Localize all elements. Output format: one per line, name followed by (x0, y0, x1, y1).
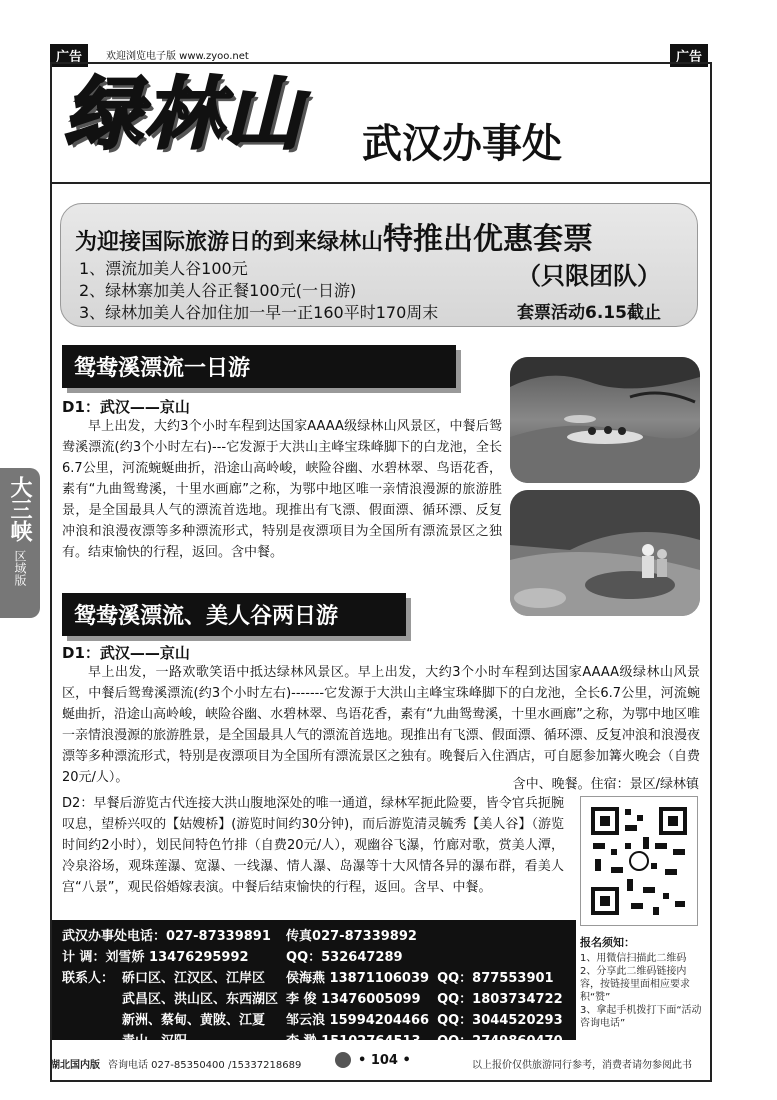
contact-qq: QQ：877553901 (437, 971, 554, 986)
promo-title-big: 特推出优惠套票 (383, 222, 594, 257)
region-side-tab (0, 468, 40, 618)
brand-name: 绿林山 (64, 69, 305, 160)
qr-code-graphic (581, 797, 697, 925)
contact-name-phone[interactable]: 李 俊 13476005099 (286, 992, 421, 1007)
beauty-valley-photo-graphic (510, 490, 700, 616)
ad-label-left: 广告 (50, 44, 88, 67)
office-title: 武汉办事处 (362, 121, 562, 167)
tour2-day1-meals: 含中、晚餐。住宿：景区/绿林镇 (512, 777, 699, 792)
logo-icon (335, 1052, 351, 1068)
contact-area: 武昌区、洪山区、东西湖区 (122, 992, 279, 1007)
contact-qq: QQ：3044520293 (437, 1013, 563, 1028)
contact-table (58, 924, 567, 1050)
tour1-title: 鸳鸯溪漂流一日游 (62, 345, 456, 388)
welcome-text[interactable]: 欢迎浏览电子版 www.zyoo.net (106, 51, 249, 62)
notice-item-2: 2、分享此二维码链接内容，按链接里面相应要求积“赞” (580, 966, 690, 1003)
tour2-title: 鸳鸯溪漂流、美人谷两日游 (62, 593, 406, 636)
fax: 传真027-87339892 (286, 929, 417, 944)
page-number: • 104 • (358, 1053, 411, 1068)
contacts-label: 联系人： (62, 971, 115, 986)
side-tab-subtitle: 区域版 (13, 550, 27, 586)
office-phone[interactable]: 武汉办事处电话：027-87339891 (62, 929, 271, 944)
main-qq: QQ：532647289 (286, 950, 403, 965)
ad-label-right: 广告 (670, 44, 708, 67)
divider (52, 182, 710, 184)
promo-title (75, 214, 593, 258)
tour1-text: 早上出发，大约3个小时车程到达国家AAAA级绿林山风景区，中餐后鸳鸯溪漂流(约3个小时左右)---它发源于大洪山主峰宝珠峰脚下的白龙池，全长6.7公里，河流蜿蜒曲折，沿途山高岭峻，峡险谷幽、水碧林翠、鸟语花香，素有“九曲鸳鸯溪，十里水画廊”之称，为鄂中地区唯一亲情浪漫源的旅游胜景，是全国最具人气的漂流首选地。现推出有飞漂、假面漂、循环漂、反复冲浪和浪漫夜漂等多种漂流形式，特别是夜漂项目为全国所有漂流景区之独有。结束愉快的行程，返回。含中餐。 (62, 419, 502, 560)
tour2-day1-text: 早上出发，一路欢歌笑语中抵达绿林风景区。早上出发，大约3个小时车程到达国家AAAA级绿林山风景区，中餐后鸳鸯溪漂流(约3个小时左右)-------它发源于大洪山主峰宝珠峰脚下的白龙池，全长6.7公里，河流蜿蜒曲折，沿途山高岭峻，峡险谷幽、水碧林翠、鸟语花香，素有“九曲鸳鸯溪，十里水画廊”之称，为鄂中地区唯一亲情浪漫源的旅游胜景，是全国最具人气的漂流首选地。现推出有飞漂、假面漂、循环漂、反复冲浪和浪漫夜漂等多种漂流形式，特别是夜漂项目为全国所有漂流景区之独有。晚餐后入住酒店，可自愿参加篝火晚会（自费20元/人）。 (62, 665, 700, 785)
promo-item-1: 1、漂流加美人谷100元 (79, 259, 248, 278)
coordinator[interactable]: 计 调：刘雪娇 13476295992 (62, 950, 249, 965)
footer-edition: 湖北国内版 (50, 1060, 100, 1071)
tour2-day2-text: D2：早餐后游览古代连接大洪山腹地深处的唯一通道，绿林军扼此险要，皆令官兵扼腕叹息，望桥兴叹的【姑嫂桥】(游览时间约30分钟)，而后游览清灵毓秀【美人谷】（游览时间约2小时），划民间特色竹排（自费20元/人），观幽谷飞瀑，竹廊对歌，赏美人潭，冷泉浴场，观珠莲瀑、宽瀑、一线瀑、情人瀑、岛瀑等十大风情各异的瀑布群，看美人宫“八景”，观民俗婚嫁表演。中餐后结束愉快的行程，返回。含早、中餐。 (62, 796, 564, 895)
contact-name-phone[interactable]: 李 渺 15102764513 (286, 1034, 421, 1049)
contact-name-phone[interactable]: 侯海燕 13871106039 (286, 971, 430, 986)
promo-group-only: （只限团队） (517, 262, 661, 290)
contact-area: 青山、汉阳 (122, 1034, 188, 1049)
side-tab-title: 大三峡 (7, 476, 33, 542)
footer-phone[interactable]: 咨询电话 027-85350400 /15337218689 (108, 1060, 302, 1071)
contact-qq: QQ：2749860470 (437, 1034, 563, 1049)
tour2-day1-label: D1：武汉——京山 (62, 644, 190, 662)
rafting-photo (510, 357, 700, 483)
rafting-photo-graphic (510, 357, 700, 483)
promo-item-2: 2、绿林寨加美人谷正餐100元(一日游) (79, 281, 357, 300)
qr-code[interactable] (580, 796, 698, 926)
contact-name-phone[interactable]: 邹云浪 15994204466 (286, 1013, 430, 1028)
promo-title-normal: 为迎接国际旅游日的到来绿林山 (75, 230, 384, 255)
contact-block (52, 920, 576, 1049)
footer-disclaimer: 以上报价仅供旅游同行参考，消费者请勿参阅此书 (472, 1060, 692, 1071)
notice-item-3: 3、拿起手机拨打下面“活动咨询电话” (580, 1005, 702, 1029)
notice-title: 报名须知： (580, 936, 635, 949)
notice-item-1: 1、用微信扫描此二维码 (580, 953, 687, 964)
contact-area: 新洲、蔡甸、黄陂、江夏 (122, 1013, 266, 1028)
notice-block (580, 934, 706, 1030)
contact-qq: QQ：1803734722 (437, 992, 563, 1007)
contact-area: 硚口区、江汉区、江岸区 (122, 971, 266, 986)
tour1-day-label: D1：武汉——京山 (62, 398, 190, 416)
promo-box (60, 203, 698, 327)
promo-deadline: 套票活动6.15截止 (517, 303, 661, 323)
beauty-valley-photo (510, 490, 700, 616)
promo-item-3: 3、绿林加美人谷加住加一早一正160平时170周末 (79, 303, 439, 322)
